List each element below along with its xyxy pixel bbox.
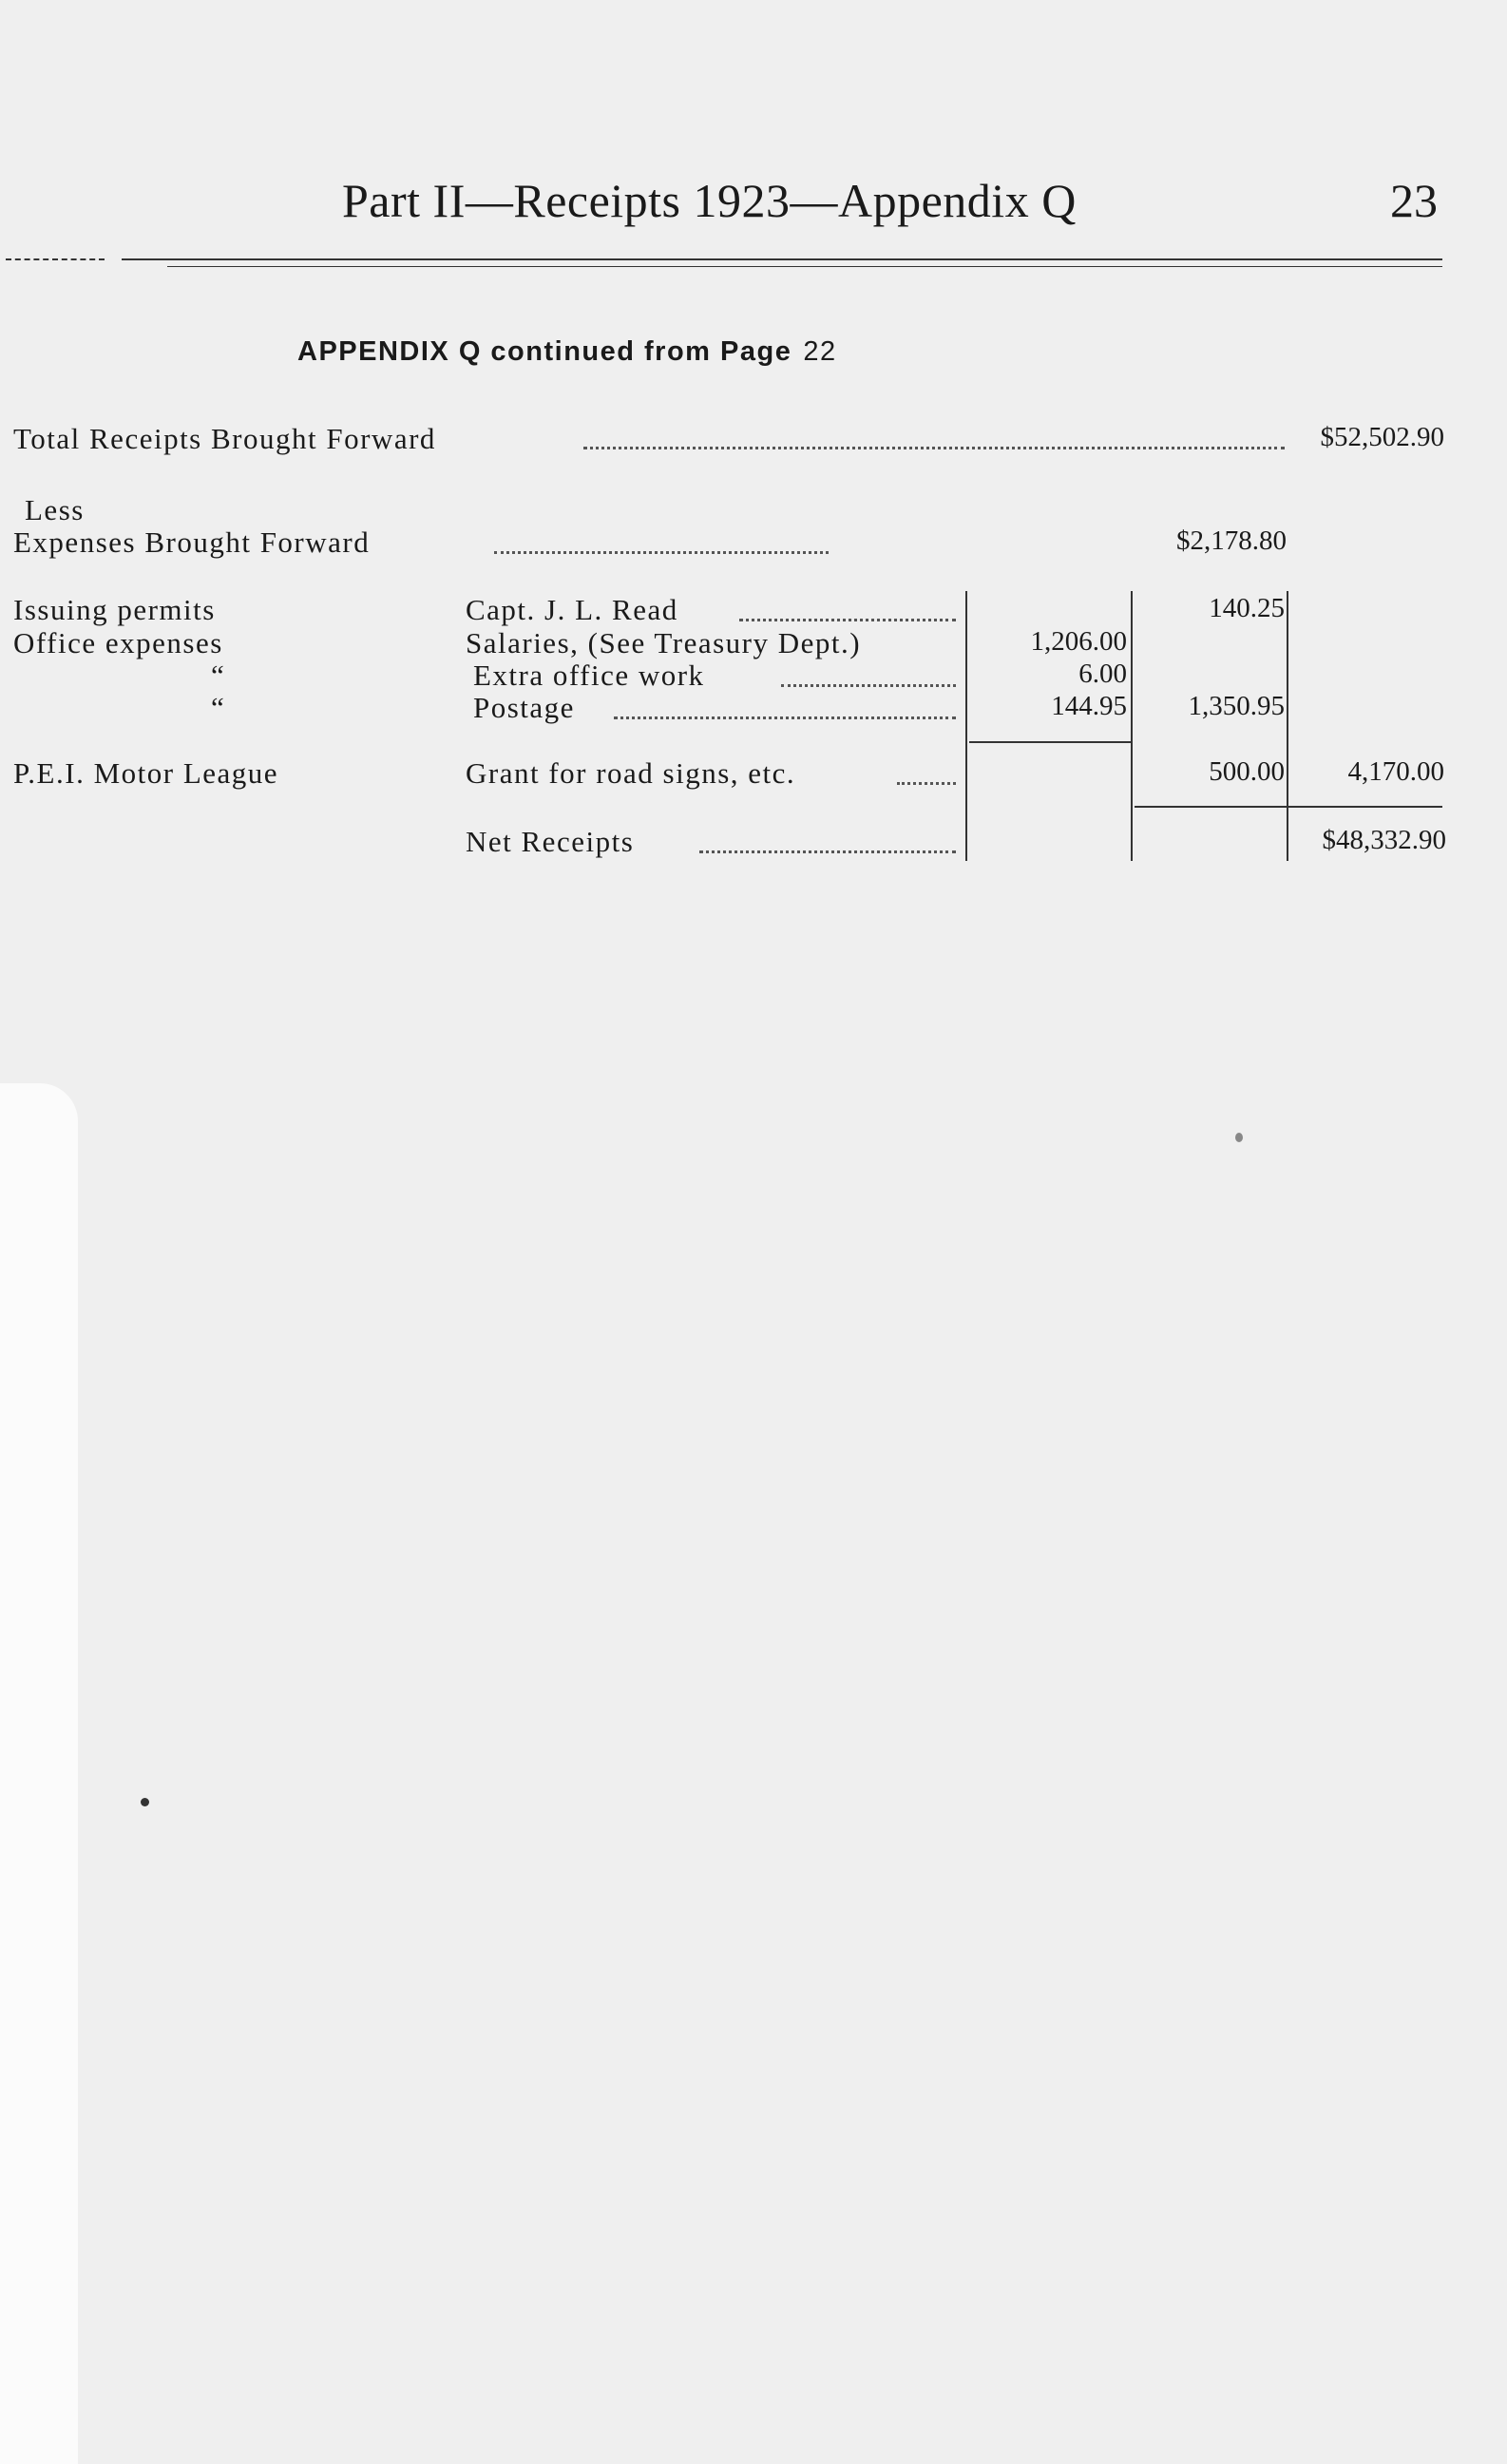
total-receipts-amount: $52,502.90: [1320, 422, 1444, 452]
column-rule: [1131, 591, 1133, 861]
subtotal-rule: [969, 741, 1131, 743]
subheading-text: APPENDIX Q continued from Page: [297, 336, 792, 367]
dot-leader: [699, 850, 956, 853]
row-category: P.E.I. Motor League: [13, 756, 279, 790]
row-col3-value: 4,170.00: [1347, 756, 1444, 787]
row-item: Salaries, (See Treasury Dept.): [466, 626, 862, 659]
page-number: 23: [1390, 174, 1438, 227]
net-receipts-amount: $48,332.90: [1322, 825, 1446, 855]
dot-leader: [897, 782, 956, 785]
row-item: Extra office work: [473, 659, 705, 692]
row-col1-value: 6.00: [1078, 659, 1127, 689]
header-rule-thin: [167, 266, 1442, 267]
expenses-forward-amount: $2,178.80: [1176, 525, 1287, 556]
header-rule-left: [6, 258, 105, 260]
page-header-title: Part II—Receipts 1923—Appendix Q: [342, 174, 1077, 227]
header-rule: [122, 258, 1442, 260]
dot-leader: [781, 684, 956, 687]
row-item: Capt. J. L. Read: [466, 593, 678, 626]
subheading-page-ref: 22: [803, 336, 837, 367]
ink-speck: [1235, 1133, 1243, 1142]
row-col2-value: 1,350.95: [1188, 691, 1285, 721]
less-label: Less: [25, 493, 85, 526]
dot-leader: [583, 447, 1285, 449]
row-category: Office expenses: [13, 626, 223, 659]
row-col2-value: 140.25: [1209, 593, 1285, 623]
dot-leader: [739, 619, 956, 621]
row-item: Postage: [473, 691, 575, 724]
net-receipts-label: Net Receipts: [466, 825, 635, 858]
expenses-forward-label: Expenses Brought Forward: [13, 525, 371, 559]
row-category-ditto: “: [211, 691, 226, 724]
row-col2-value: 500.00: [1209, 756, 1285, 787]
paper-blemish: [0, 1083, 78, 2464]
dot-leader: [494, 551, 829, 554]
row-category-ditto: “: [211, 659, 226, 692]
column-rule: [1287, 591, 1288, 861]
row-category: Issuing permits: [13, 593, 216, 626]
row-item: Grant for road signs, etc.: [466, 756, 796, 790]
dot-leader: [614, 716, 956, 719]
row-col1-value: 1,206.00: [1030, 626, 1127, 657]
row-col1-value: 144.95: [1051, 691, 1127, 721]
total-rule: [1135, 806, 1442, 808]
total-receipts-label: Total Receipts Brought Forward: [13, 422, 436, 455]
column-rule: [965, 591, 967, 861]
appendix-subheading: [297, 336, 837, 368]
ink-speck: [141, 1798, 149, 1806]
